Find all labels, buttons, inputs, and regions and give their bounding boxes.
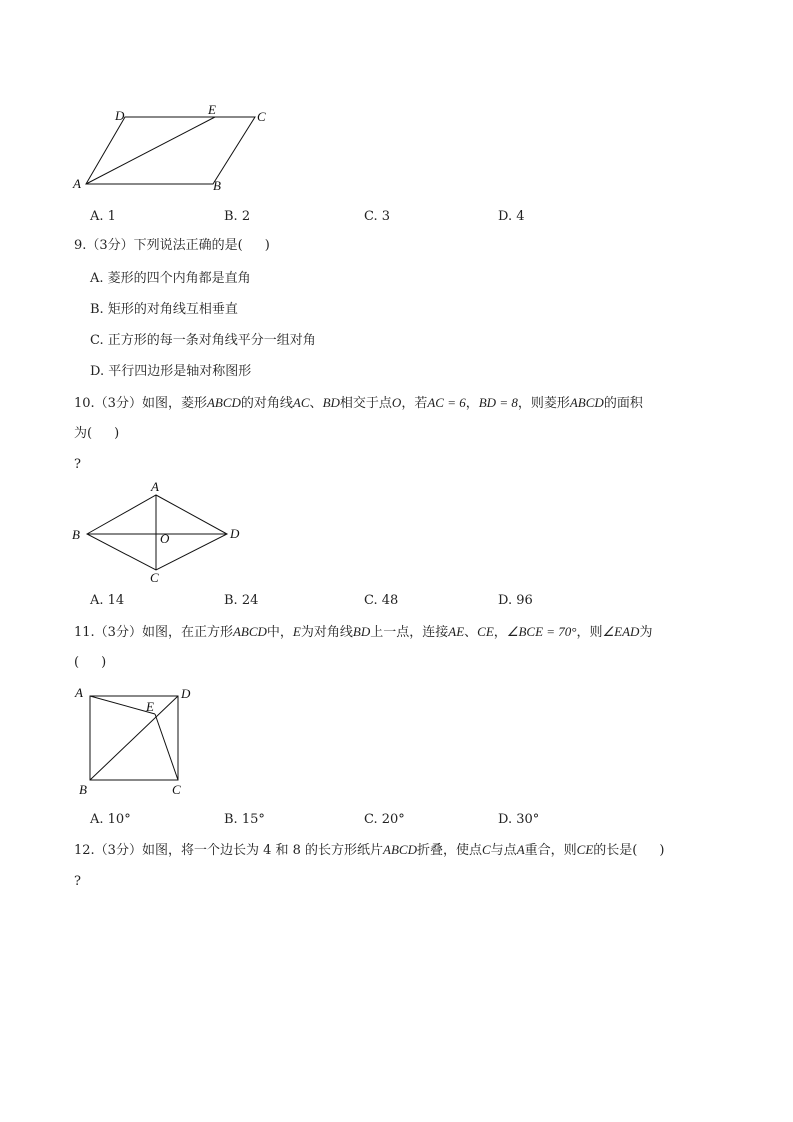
q10-label-d: D bbox=[230, 526, 240, 541]
q10-stem-text: 、 bbox=[309, 396, 323, 411]
q10-stem-text: ，则菱形 bbox=[517, 396, 570, 411]
q11-stem-close: ) bbox=[101, 655, 107, 670]
q9-stem-text: 9.（3分）下列说法正确的是( bbox=[74, 238, 243, 253]
q11-math-bd: BD bbox=[352, 624, 371, 639]
q11-stem-text: 、 bbox=[464, 625, 478, 640]
q8-option-d[interactable]: D. 4 bbox=[498, 209, 525, 224]
q10-stem bbox=[74, 394, 643, 413]
q11-label-c: C bbox=[172, 782, 181, 797]
q8-option-a[interactable]: A. 1 bbox=[90, 209, 116, 224]
q10-math-bd: BD bbox=[322, 395, 340, 410]
q8-label-c: C bbox=[257, 109, 266, 124]
q8-label-e: E bbox=[208, 102, 216, 117]
q12-stem-text: 折叠，使点 bbox=[416, 843, 482, 858]
q10-option-d[interactable]: D. 96 bbox=[498, 593, 533, 608]
q11-stem-text: ，则 bbox=[576, 625, 603, 640]
q12-stem-text: 重合，则 bbox=[524, 843, 577, 858]
q9-stem-close: ) bbox=[264, 238, 270, 253]
q8-label-b: B bbox=[213, 178, 221, 193]
q10-label-o: O bbox=[160, 531, 170, 546]
q11-math-abcd: ABCD bbox=[232, 624, 267, 639]
q10-math-bd-value: BD = 8 bbox=[478, 395, 518, 410]
q10-stem-text: 的对角线 bbox=[240, 396, 293, 411]
q11-stem-text: 上一点，连接 bbox=[370, 625, 449, 640]
q10-option-b[interactable]: B. 24 bbox=[224, 593, 259, 608]
q11-stem bbox=[74, 623, 652, 642]
q10-stem-text: 相交于点 bbox=[339, 396, 392, 411]
q10-stem-text: ， bbox=[465, 396, 479, 411]
q10-label-c: C bbox=[150, 570, 159, 585]
q10-stem-text: 的面积 bbox=[603, 396, 643, 411]
q10-math-o: O bbox=[391, 395, 402, 410]
q12-stem-text: 12.（3分）如图，将一个边长为 4 和 8 的长方形纸片 bbox=[74, 843, 384, 858]
q11-option-b[interactable]: B. 15° bbox=[224, 812, 265, 827]
q11-math-e: E bbox=[292, 624, 301, 639]
q11-stem-text: 为对角线 bbox=[300, 625, 353, 640]
q9-option-a[interactable]: A. 菱形的四个内角都是直角 bbox=[90, 271, 251, 286]
q11-stem-text: 中， bbox=[266, 625, 293, 640]
q9-option-d[interactable]: D. 平行四边形是轴对称图形 bbox=[90, 364, 252, 379]
q8-parallelogram-figure bbox=[0, 0, 793, 200]
q10-rhombus-figure bbox=[0, 470, 793, 590]
q9-stem bbox=[74, 237, 270, 255]
q8-label-a: A bbox=[73, 176, 81, 191]
q10-math-abcd: ABCD bbox=[569, 395, 604, 410]
q8-option-c[interactable]: C. 3 bbox=[364, 209, 391, 224]
q12-math-c: C bbox=[482, 842, 491, 857]
q11-label-d: D bbox=[181, 686, 191, 701]
q8-option-b[interactable]: B. 2 bbox=[224, 209, 251, 224]
q11-stem-open: ( bbox=[74, 655, 80, 670]
q12-stem-close: ) bbox=[659, 843, 665, 858]
q8-label-d: D bbox=[115, 108, 125, 123]
q10-placeholder: ? bbox=[74, 457, 81, 472]
q10-label-b: B bbox=[72, 527, 80, 542]
q11-math-ae: AE bbox=[448, 624, 465, 639]
q9-option-b[interactable]: B. 矩形的对角线互相垂直 bbox=[90, 302, 238, 317]
q10-stem-close: ) bbox=[114, 426, 120, 441]
q12-stem-text: 的长是( bbox=[593, 843, 638, 858]
q11-label-b: B bbox=[79, 782, 87, 797]
q11-math-ce: CE bbox=[477, 624, 494, 639]
q11-option-d[interactable]: D. 30° bbox=[498, 812, 540, 827]
q12-math-abcd: ABCD bbox=[383, 842, 417, 857]
q10-label-a: A bbox=[151, 479, 159, 494]
q10-stem-open: 为( bbox=[74, 426, 93, 441]
q10-math-ac: AC bbox=[292, 395, 310, 410]
q12-stem bbox=[74, 841, 664, 860]
q10-option-a[interactable]: A. 14 bbox=[90, 593, 125, 608]
q12-math-a: A bbox=[516, 842, 525, 857]
q10-stem-text: 10.（3分）如图，菱形 bbox=[74, 396, 207, 411]
q11-stem-text: ， bbox=[493, 625, 507, 640]
q9-option-c[interactable]: C. 正方形的每一条对角线平分一组对角 bbox=[90, 333, 316, 348]
q11-stem-text: 11.（3分）如图，在正方形 bbox=[74, 625, 233, 640]
q10-math-abcd: ABCD bbox=[206, 395, 241, 410]
q11-math-angle-ead: ∠EAD bbox=[602, 624, 640, 639]
q11-square-figure bbox=[0, 680, 793, 800]
q12-math-ce: CE bbox=[576, 842, 594, 857]
q10-stem-line2 bbox=[74, 425, 119, 443]
q11-stem-text: 为 bbox=[639, 625, 653, 640]
q12-stem-text: 与点 bbox=[490, 843, 517, 858]
q11-stem-line2 bbox=[74, 654, 106, 672]
q11-math-angle-bce: ∠BCE = 70° bbox=[506, 624, 577, 639]
q11-option-c[interactable]: C. 20° bbox=[364, 812, 405, 827]
q11-label-e: E bbox=[146, 699, 154, 714]
q12-placeholder: ? bbox=[74, 874, 81, 889]
q11-label-a: A bbox=[75, 685, 83, 700]
q11-option-a[interactable]: A. 10° bbox=[90, 812, 131, 827]
q10-option-c[interactable]: C. 48 bbox=[364, 593, 399, 608]
q10-math-ac-value: AC = 6 bbox=[427, 395, 466, 410]
q10-stem-text: ，若 bbox=[401, 396, 428, 411]
